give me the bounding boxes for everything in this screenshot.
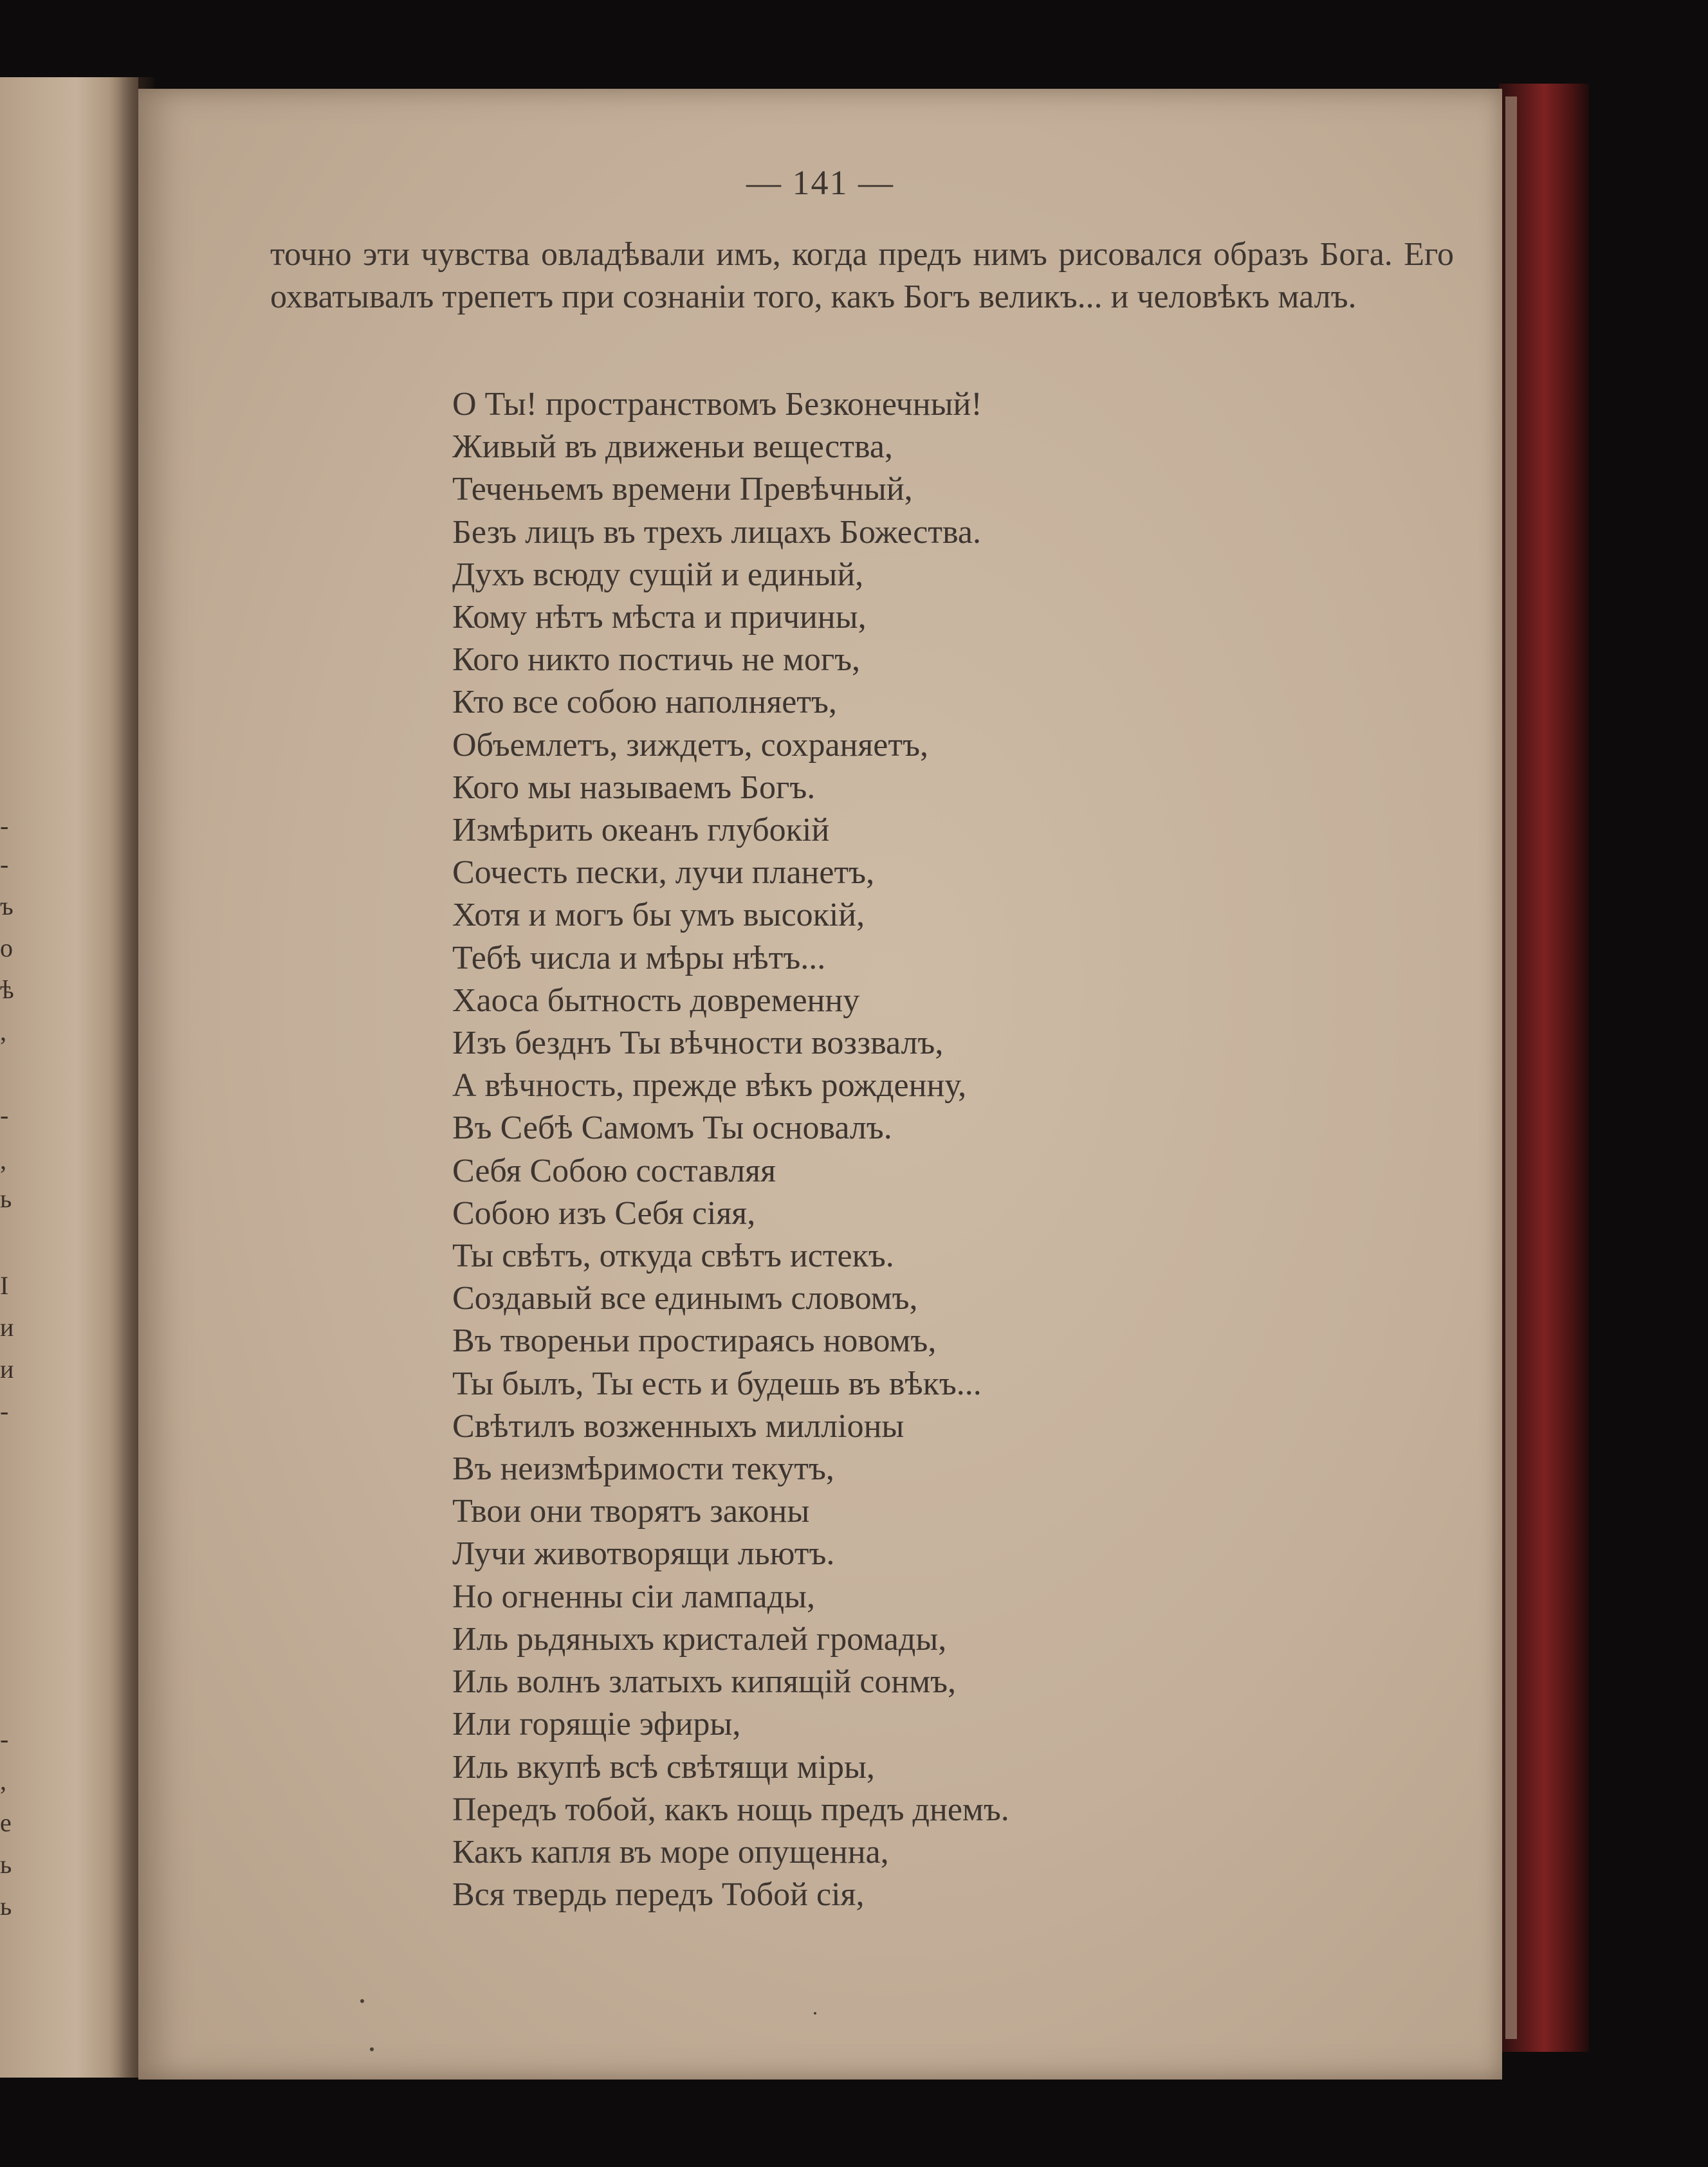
verse-line: Иль вкупѣ всѣ свѣтящи мiры, (452, 1748, 875, 1786)
verse-line: Кто все собою наполняетъ, (452, 684, 837, 721)
verse-line: Лучи животворящи льютъ. (452, 1535, 835, 1573)
verse-line: Въ твореньи простираясь новомъ, (452, 1322, 937, 1360)
left-fragment: , (0, 1146, 6, 1175)
verse-line: Или горящiе эфиры, (452, 1706, 741, 1743)
left-fragment: и (0, 1313, 14, 1342)
verse-line: Себя Собою составляя (452, 1152, 776, 1189)
verse-line: Безъ лицъ въ трехъ лицахъ Божества. (452, 513, 981, 551)
poem-stanza (452, 383, 1009, 1916)
left-fragment: ь (0, 1184, 12, 1213)
left-fragment: ь (0, 1892, 12, 1921)
verse-line: О Ты! пространствомъ Безконечный! (452, 386, 982, 423)
left-fragment: - (0, 1724, 9, 1753)
page-stack-edge (1505, 96, 1517, 2039)
prose-text: точно эти чувства овладѣвали имъ, когда предъ нимъ рисовался образъ Бога. Его охватывалъ трепетъ при сознанiи того, какъ Богъ великъ... и человѣкъ малъ. (270, 236, 1454, 315)
verse-line: Создавый все единымъ словомъ, (452, 1280, 918, 1317)
verse-line: Кого мы называемъ Богъ. (452, 769, 816, 806)
verse-line: Ты былъ, Ты есть и будешь въ вѣкъ... (452, 1365, 982, 1402)
verse-line: Хотя и могъ бы умъ высокiй, (452, 897, 865, 934)
verse-line: Объемлетъ, зиждетъ, сохраняетъ, (452, 726, 928, 763)
book-page (138, 89, 1502, 2080)
left-fragment: ъ (0, 891, 14, 920)
verse-line: Живый въ движеньи вещества, (452, 428, 893, 466)
left-fragment: е (0, 1808, 12, 1837)
paper-speck (360, 1999, 364, 2003)
left-fragment: , (0, 1766, 6, 1795)
verse-line: Ты свѣтъ, откуда свѣтъ истекъ. (452, 1238, 894, 1275)
paper-speck (814, 2012, 816, 2015)
verse-line: Твои они творятъ законы (452, 1493, 810, 1530)
verse-line: Хаоса бытность довременну (452, 982, 860, 1019)
page-number: — 141 — (746, 163, 894, 202)
left-fragment: ь (0, 1850, 12, 1879)
verse-line: Изъ безднъ Ты вѣчности воззвалъ, (452, 1025, 944, 1062)
verse-line: Кому нѣтъ мѣста и причины, (452, 599, 867, 636)
verse-line: А вѣчность, прежде вѣкъ рожденну, (452, 1067, 967, 1104)
verse-line: Иль рьдяныхъ кристалей громады, (452, 1620, 947, 1658)
prose-paragraph (270, 233, 1454, 318)
verse-line: Духъ всюду сущiй и единый, (452, 556, 864, 593)
left-fragment: ѣ (0, 975, 14, 1004)
left-fragment: - (0, 1101, 9, 1129)
verse-line: Въ Себѣ Самомъ Ты основалъ. (452, 1110, 892, 1147)
verse-line: Вся твердь передъ Тобой сiя, (452, 1876, 865, 1914)
verse-line: Кого никто постичь не могъ, (452, 641, 861, 679)
verse-line: Тебѣ числа и мѣры нѣтъ... (452, 939, 826, 976)
verse-line: Теченьемъ времени Превѣчный, (452, 471, 913, 508)
verse-line: Свѣтилъ возженныхъ миллiоны (452, 1407, 905, 1445)
left-fragment: - (0, 850, 9, 879)
verse-line: Какъ капля въ море опущенна, (452, 1833, 889, 1870)
left-fragment: и (0, 1355, 14, 1384)
left-fragment: - (0, 811, 9, 840)
verse-line: Сочесть пески, лучи планетъ, (452, 854, 875, 891)
verse-line: Передъ тобой, какъ нощь предъ днемъ. (452, 1791, 1009, 1828)
left-fragment: - (0, 1396, 9, 1425)
paper-speck (370, 2047, 374, 2051)
left-fragment: , (0, 1017, 6, 1046)
left-fragment: I (0, 1271, 9, 1300)
verse-line: Но огненны сiи лампады, (452, 1578, 815, 1615)
left-fragment: о (0, 933, 13, 962)
left-page-text-fragments (0, 77, 26, 2078)
verse-line: Иль волнъ златыхъ кипящiй сонмъ, (452, 1663, 957, 1701)
verse-line: Собою изъ Себя сiяя, (452, 1194, 756, 1232)
verse-line: Въ неизмѣримости текутъ, (452, 1450, 834, 1488)
verse-line: Измѣрить океанъ глубокiй (452, 812, 830, 849)
